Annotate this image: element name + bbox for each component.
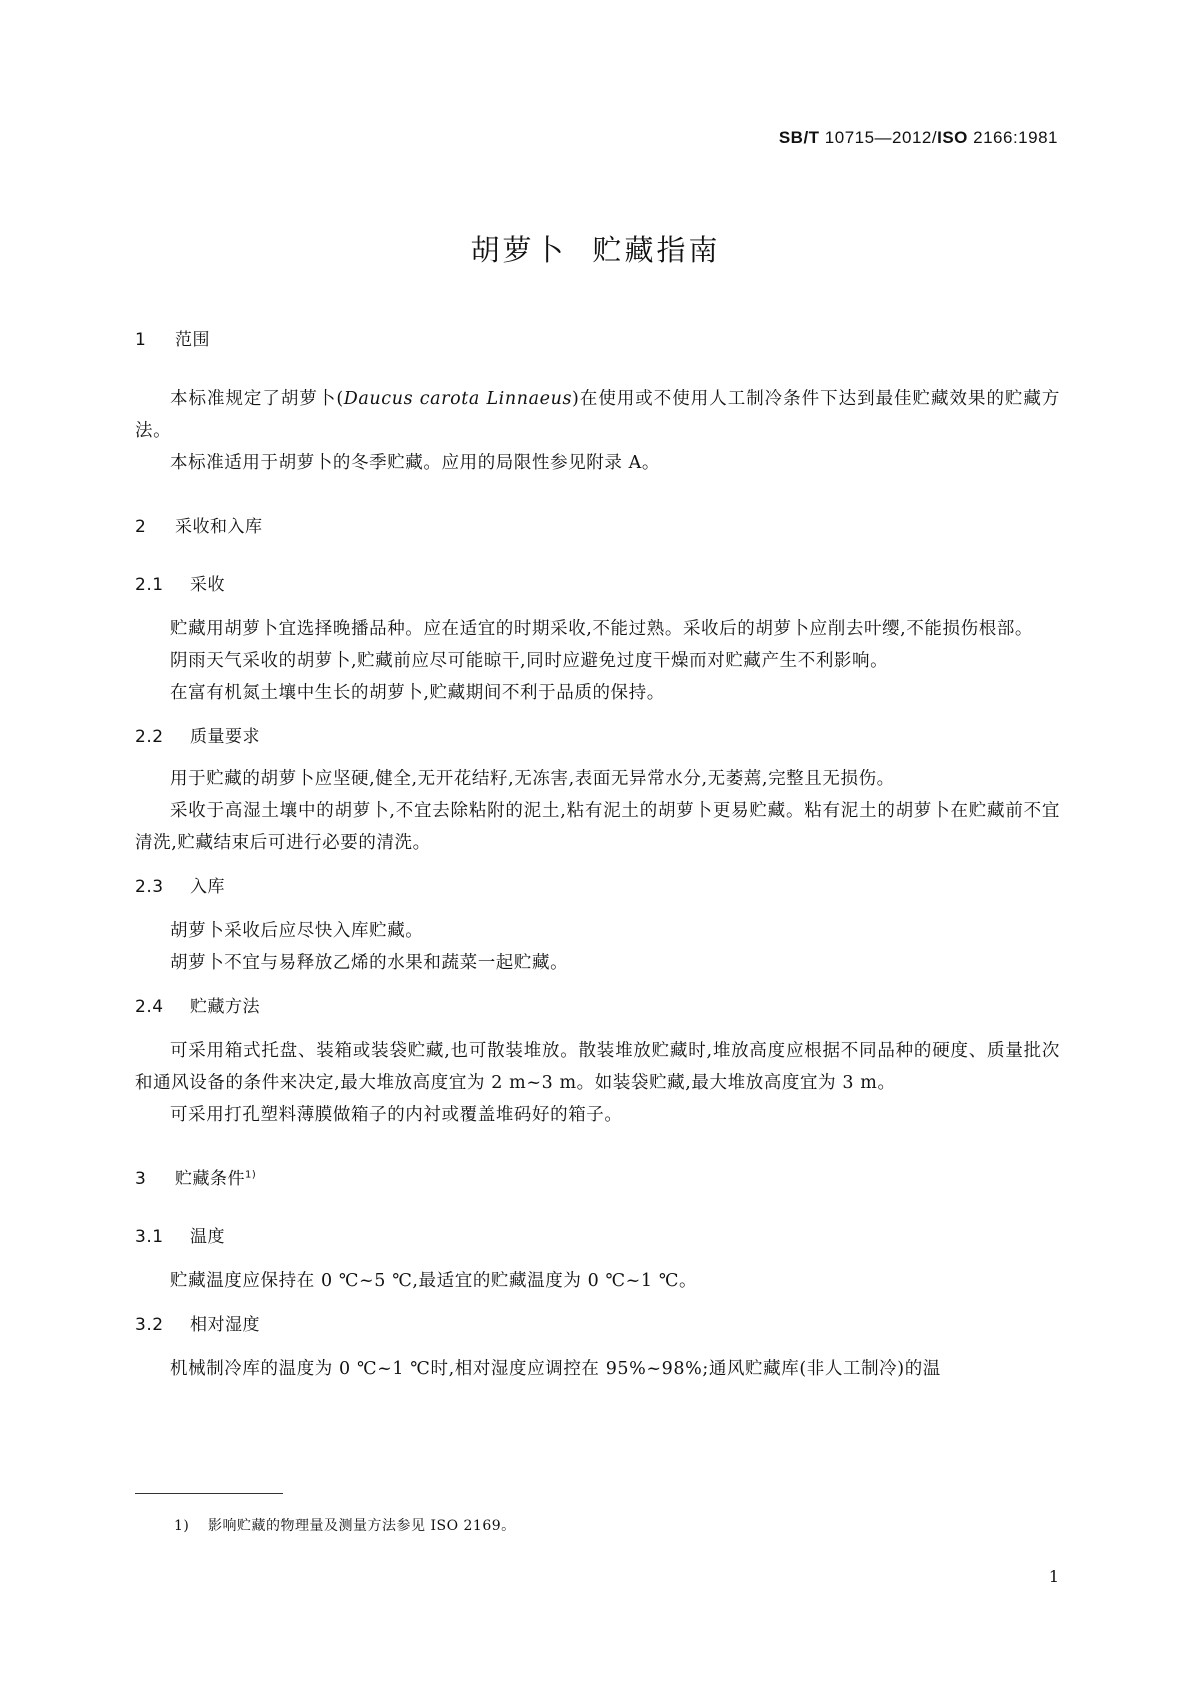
standard-code-iso-number: 2166:1981	[967, 128, 1058, 147]
section-3-2-heading: 3.2 相对湿度	[135, 1315, 260, 1335]
section-2-heading: 2 采收和入库	[135, 517, 263, 537]
section-3-1-paragraph-1: 贮藏温度应保持在 0 ℃~5 ℃,最适宜的贮藏温度为 0 ℃~1 ℃。	[170, 1271, 698, 1291]
section-2-4-heading: 2.4 贮藏方法	[135, 997, 260, 1017]
section-1-heading: 1 范围	[135, 330, 210, 350]
section-2-4-paragraph-1: 可采用箱式托盘、装箱或装袋贮藏,也可散装堆放。散装堆放贮藏时,堆放高度应根据不同品种的硬度、质量批次和通风设备的条件来决定,最大堆放高度宜为 2 m~3 m。如装袋贮藏,最大堆放高度宜为 3 m。	[135, 1041, 1060, 1093]
section-2-3-heading: 2.3 入库	[135, 877, 225, 897]
section-2-2-paragraph-2: 采收于高湿土壤中的胡萝卜,不宜去除粘附的泥土,粘有泥土的胡萝卜更易贮藏。粘有泥土的胡萝卜在贮藏前不宜清洗,贮藏结束后可进行必要的清洗。	[135, 801, 1060, 853]
section-2-2-paragraph-1: 用于贮藏的胡萝卜应坚硬,健全,无开花结籽,无冻害,表面无异常水分,无萎蔫,完整且无损伤。	[170, 769, 895, 789]
page-title	[0, 228, 1191, 269]
section-2-3-paragraph-2: 胡萝卜不宜与易释放乙烯的水果和蔬菜一起贮藏。	[170, 953, 569, 973]
section-3-2-paragraph-1: 机械制冷库的温度为 0 ℃~1 ℃时,相对湿度应调控在 95%~98%;通风贮藏库(非人工制冷)的温	[170, 1359, 941, 1379]
document-body	[135, 325, 1060, 1385]
footnote-reference: 1)	[245, 1169, 257, 1181]
section-2-2-heading: 2.2 质量要求	[135, 727, 260, 747]
footnote-divider	[135, 1493, 283, 1494]
standard-code	[779, 128, 1058, 148]
title-topic: 贮藏指南	[592, 233, 721, 267]
title-subject: 胡萝卜	[470, 233, 567, 267]
section-3-1-heading: 3.1 温度	[135, 1227, 225, 1247]
section-2-1-paragraph-3: 在富有机氮土壤中生长的胡萝卜,贮藏期间不利于品质的保持。	[170, 683, 665, 703]
footnote-text: 影响贮藏的物理量及测量方法参见 ISO 2169。	[208, 1518, 516, 1534]
section-2-1-paragraph-1: 贮藏用胡萝卜宜选择晚播品种。应在适宜的时期采收,不能过熟。采收后的胡萝卜应削去叶缨,不能损伤根部。	[170, 619, 1034, 639]
section-2-1-paragraph-2: 阴雨天气采收的胡萝卜,贮藏前应尽可能晾干,同时应避免过度干燥而对贮藏产生不利影响。	[170, 651, 889, 671]
latin-name: Daucus carota Linnaeus	[343, 389, 573, 409]
footnote-mark: 1)	[174, 1518, 190, 1534]
section-1-paragraph-2: 本标准适用于胡萝卜的冬季贮藏。应用的局限性参见附录 A。	[170, 453, 660, 473]
standard-code-number: 10715—2012/	[819, 128, 938, 147]
page-number: 1	[1048, 1567, 1059, 1586]
footnote	[174, 1515, 516, 1535]
section-1-paragraph-1: 本标准规定了胡萝卜(Daucus carota Linnaeus)在使用或不使用人工制冷条件下达到最佳贮藏效果的贮藏方法。	[135, 389, 1060, 441]
section-2-1-heading: 2.1 采收	[135, 575, 225, 595]
section-3-heading: 3 贮藏条件$^{1)}$	[135, 1169, 257, 1189]
section-2-4-paragraph-2: 可采用打孔塑料薄膜做箱子的内衬或覆盖堆码好的箱子。	[170, 1105, 623, 1125]
standard-code-prefix: SB/T	[778, 128, 820, 147]
section-2-3-paragraph-1: 胡萝卜采收后应尽快入库贮藏。	[170, 921, 424, 941]
standard-code-iso: ISO	[937, 128, 968, 147]
